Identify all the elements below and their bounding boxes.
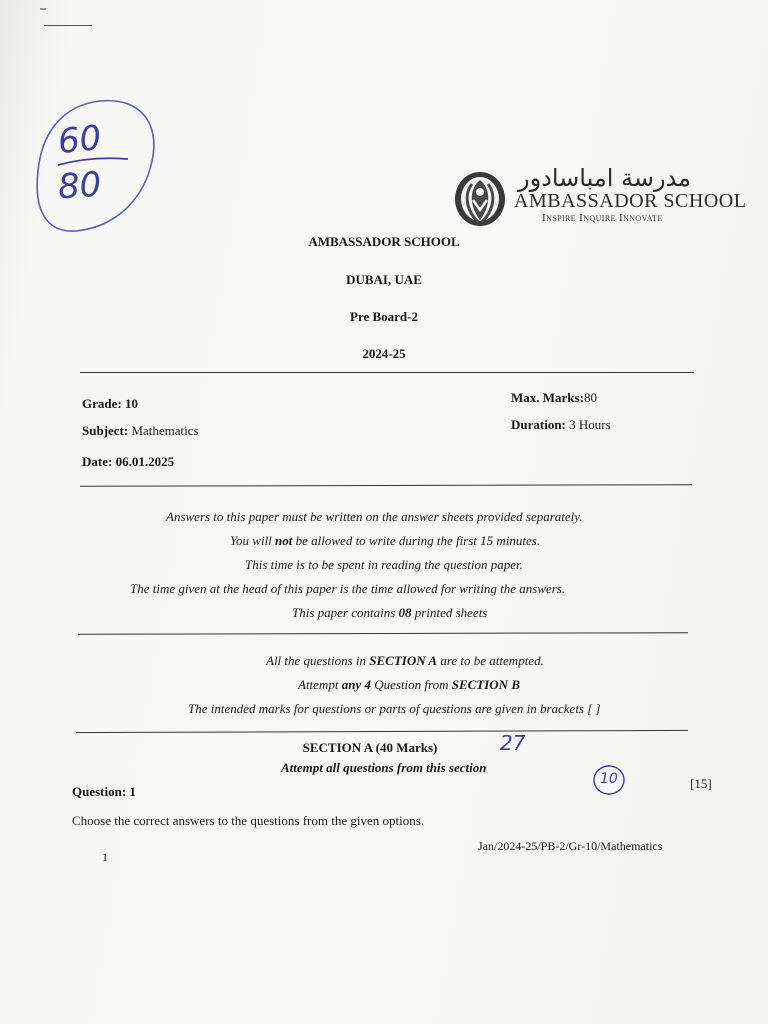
section-rule-line: All the questions in SECTION A are to be attempted. (266, 653, 544, 668)
section-a-subtitle: Attempt all questions from this section (281, 760, 487, 775)
score-numerator: 60 (56, 117, 104, 163)
section-a-title: SECTION A (40 Marks) (302, 740, 438, 755)
question-marks: [15] (690, 776, 712, 791)
score-denominator: 80 (56, 164, 103, 208)
logo-school-name: AMBASSADOR SCHOOL (514, 190, 747, 212)
date-field: Date: 06.01.2025 (82, 454, 175, 469)
paper-mark (40, 8, 46, 10)
subject-field: Subject: Mathematics (82, 423, 199, 438)
duration-field: Duration: 3 Hours (511, 417, 611, 432)
question-label: Question: 1 (72, 784, 136, 799)
divider (76, 730, 688, 733)
handwritten-score (30, 95, 170, 240)
divider (80, 484, 692, 487)
divider (78, 632, 688, 635)
section-rule-line: Attempt any 4 Question from SECTION B (298, 677, 520, 692)
school-location: DUBAI, UAE (346, 272, 422, 287)
instruction-line: You will not be allowed to write during the first 15 minutes. (230, 533, 541, 548)
exam-year: 2024-25 (362, 346, 406, 361)
question-text: Choose the correct answers to the questions from the given options. (72, 813, 425, 828)
max-marks-field: Max. Marks:80 (511, 390, 597, 405)
handwritten-circled-score (592, 763, 626, 797)
instruction-line: This paper contains 08 printed sheets (292, 605, 488, 620)
section-rule-line: The intended marks for questions or parts of questions are given in brackets [ ] (188, 701, 601, 716)
school-emblem-icon (452, 170, 508, 228)
top-dash (44, 25, 92, 26)
instruction-line: Answers to this paper must be written on the answer sheets provided separately. (166, 509, 583, 524)
logo-arabic-name: مدرسة امباسادور (518, 164, 692, 192)
circled-score-text: 10 (600, 771, 618, 787)
paper-code: Jan/2024-25/PB-2/Gr-10/Mathematics (478, 839, 663, 853)
handwritten-section-score: 27 (500, 731, 526, 755)
divider (80, 372, 694, 373)
page-number: 1 (102, 850, 108, 864)
exam-name: Pre Board-2 (350, 309, 418, 324)
instruction-line: This time is to be spent in reading the question paper. (245, 557, 523, 572)
logo-tagline: Inspire Inquire Innovate (542, 212, 663, 224)
instruction-line: The time given at the head of this paper is the time allowed for writing the answers. (130, 581, 566, 596)
grade-field: Grade: 10 (82, 396, 138, 411)
school-logo (452, 160, 747, 230)
school-title: AMBASSADOR SCHOOL (308, 234, 460, 249)
